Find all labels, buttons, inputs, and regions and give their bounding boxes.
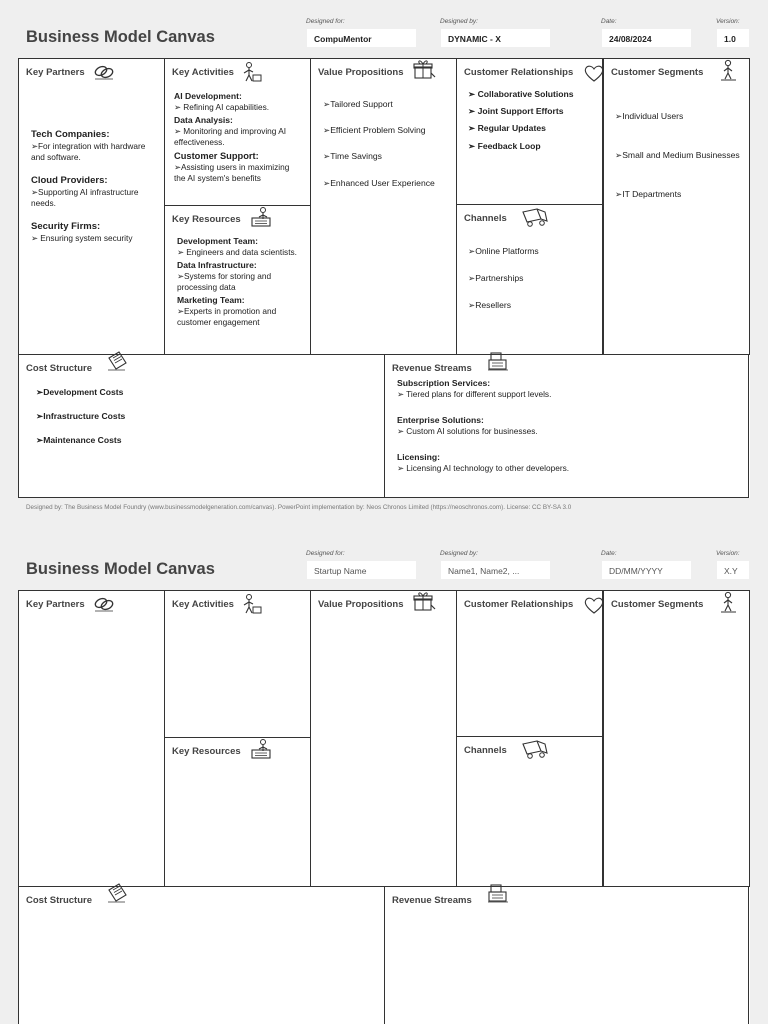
relationship-item: ➢ Regular Updates: [468, 123, 546, 134]
cash-register-icon: [486, 882, 510, 904]
partner-text: ➢For integration with hardware and software.: [31, 141, 146, 163]
designed-for-label: Designed for:: [306, 550, 345, 557]
value-item: ➢Time Savings: [323, 151, 382, 162]
key-partners-cell[interactable]: [18, 590, 165, 887]
value-propositions-title: Value Propositions: [318, 67, 404, 78]
key-partners-title: Key Partners: [26, 67, 85, 78]
revenue-text: ➢ Licensing AI technology to other developers.: [397, 463, 570, 474]
value-propositions-title: Value Propositions: [318, 599, 404, 610]
chain-link-icon: [92, 593, 116, 615]
customer-segments-title: Customer Segments: [611, 67, 704, 78]
cost-structure-title: Cost Structure: [26, 895, 92, 906]
worker-icon: [240, 593, 264, 615]
key-partners-title: Key Partners: [26, 599, 85, 610]
segment-item: ➢IT Departments: [615, 189, 682, 200]
partner-head: Tech Companies:: [31, 129, 110, 140]
resource-head: Development Team:: [177, 236, 259, 246]
revenue-streams-cell[interactable]: [384, 886, 749, 1024]
receipt-icon: [105, 882, 129, 904]
gift-box-icon: [412, 591, 436, 613]
receipt-icon: [105, 350, 129, 372]
activity-text: ➢Assisting users in maximizing the AI system's benefits: [174, 161, 290, 183]
key-partners-cell[interactable]: [18, 58, 165, 355]
partner-head: Security Firms:: [31, 220, 101, 232]
date-field[interactable]: DD/MM/YYYY: [602, 561, 691, 579]
page-title: Business Model Canvas: [26, 560, 215, 578]
segment-item: ➢Small and Medium Businesses: [615, 150, 740, 161]
segment-item: ➢Individual Users: [615, 111, 684, 121]
designed-by-field[interactable]: Name1, Name2, ...: [441, 561, 550, 579]
channels-title: Channels: [464, 745, 507, 756]
cost-structure-cell[interactable]: [18, 886, 385, 1024]
customer-relationships-cell[interactable]: [456, 58, 603, 205]
customer-relationships-title: Customer Relationships: [464, 599, 574, 610]
canvas-grid: [18, 58, 750, 498]
worker-icon: [240, 61, 264, 83]
value-propositions-cell[interactable]: [310, 590, 457, 887]
key-resources-title: Key Resources: [172, 746, 241, 757]
cost-item: ➢Infrastructure Costs: [36, 411, 126, 422]
customer-segments-title: Customer Segments: [611, 599, 704, 610]
activity-head: AI Development:: [174, 91, 242, 101]
revenue-text: ➢ Tiered plans for different support levels.: [397, 389, 552, 400]
revenue-head: Subscription Services:: [397, 378, 491, 388]
designed-by-field[interactable]: DYNAMIC - X: [441, 29, 550, 47]
designed-for-label: Designed for:: [306, 18, 345, 25]
value-item: ➢Enhanced User Experience: [323, 177, 435, 188]
factory-worker-icon: [249, 206, 273, 228]
cost-structure-cell[interactable]: [18, 354, 385, 498]
cost-structure-title: Cost Structure: [26, 363, 92, 374]
resource-text: ➢Systems for storing and processing data: [177, 271, 272, 292]
resource-head: Marketing Team:: [177, 294, 245, 305]
cash-register-icon: [486, 350, 510, 372]
resource-head: Data Infrastructure:: [177, 259, 257, 270]
channels-cell[interactable]: [456, 736, 603, 887]
key-resources-cell[interactable]: [164, 205, 311, 355]
activity-head: Customer Support:: [174, 150, 259, 161]
designed-by-label: Designed by:: [440, 550, 478, 557]
channel-item: ➢Partnerships: [468, 273, 524, 284]
channels-cell[interactable]: [456, 204, 603, 355]
date-label: Date:: [601, 18, 617, 25]
revenue-streams-cell[interactable]: [384, 354, 749, 498]
designed-by-label: Designed by:: [440, 18, 478, 25]
partner-head: Cloud Providers:: [31, 174, 108, 186]
resource-text: ➢Experts in promotion and customer engagement: [177, 305, 277, 327]
gift-box-icon: [412, 59, 436, 81]
license-footer: Designed by: The Business Model Foundry (www.businessmodelgeneration.com/canvas). PowerPoint implementation by: Neos Chronos Limited (https://neoschronos.com). License: CC BY-SA 3.0: [26, 504, 572, 511]
key-resources-cell[interactable]: [164, 737, 311, 887]
version-label: Version:: [716, 550, 740, 557]
value-item: ➢Tailored Support: [323, 99, 393, 109]
factory-worker-icon: [249, 738, 273, 760]
channel-item: ➢Online Platforms: [468, 246, 539, 256]
cost-item: ➢Maintenance Costs: [36, 435, 122, 446]
relationship-item: ➢ Feedback Loop: [468, 140, 541, 151]
customer-relationships-cell[interactable]: [456, 590, 603, 737]
page-title: Business Model Canvas: [26, 28, 215, 46]
channels-title: Channels: [464, 213, 507, 224]
customer-segments-cell[interactable]: [603, 590, 750, 887]
revenue-streams-title: Revenue Streams: [392, 895, 472, 906]
channel-item: ➢Resellers: [468, 300, 512, 311]
date-field[interactable]: 24/08/2024: [602, 29, 691, 47]
person-icon: [716, 591, 740, 613]
value-item: ➢Efficient Problem Solving: [323, 125, 426, 136]
version-label: Version:: [716, 18, 740, 25]
revenue-streams-title: Revenue Streams: [392, 363, 472, 374]
version-field[interactable]: X.Y: [717, 561, 749, 579]
activity-head: Data Analysis:: [174, 114, 233, 125]
revenue-head: Licensing:: [397, 451, 440, 462]
chain-link-icon: [92, 61, 116, 83]
version-field[interactable]: 1.0: [717, 29, 749, 47]
revenue-text: ➢ Custom AI solutions for businesses.: [397, 426, 538, 437]
key-activities-title: Key Activities: [172, 67, 234, 78]
designed-for-field[interactable]: CompuMentor: [307, 29, 416, 47]
key-activities-cell[interactable]: [164, 58, 311, 206]
customer-segments-cell[interactable]: [603, 58, 750, 355]
key-resources-title: Key Resources: [172, 214, 241, 225]
truck-icon: [521, 738, 549, 760]
date-label: Date:: [601, 550, 617, 557]
partner-text: ➢Supporting AI infrastructure needs.: [31, 187, 139, 209]
activity-text: ➢ Refining AI capabilities.: [174, 102, 270, 113]
revenue-head: Enterprise Solutions:: [397, 414, 484, 425]
value-propositions-cell[interactable]: [310, 58, 457, 355]
relationship-item: ➢ Collaborative Solutions: [468, 89, 574, 99]
canvas-grid: [18, 590, 750, 1024]
partner-text: ➢ Ensuring system security: [31, 233, 133, 244]
customer-relationships-title: Customer Relationships: [464, 67, 574, 78]
relationship-item: ➢ Joint Support Efforts: [468, 106, 564, 117]
key-activities-cell[interactable]: [164, 590, 311, 738]
person-icon: [716, 59, 740, 81]
designed-for-field[interactable]: Startup Name: [307, 561, 416, 579]
activity-text: ➢ Monitoring and improving AI effectiveness.: [174, 126, 287, 147]
truck-icon: [521, 206, 549, 228]
key-activities-title: Key Activities: [172, 599, 234, 610]
resource-text: ➢ Engineers and data scientists.: [177, 247, 297, 258]
cost-item: ➢Development Costs: [36, 387, 124, 397]
